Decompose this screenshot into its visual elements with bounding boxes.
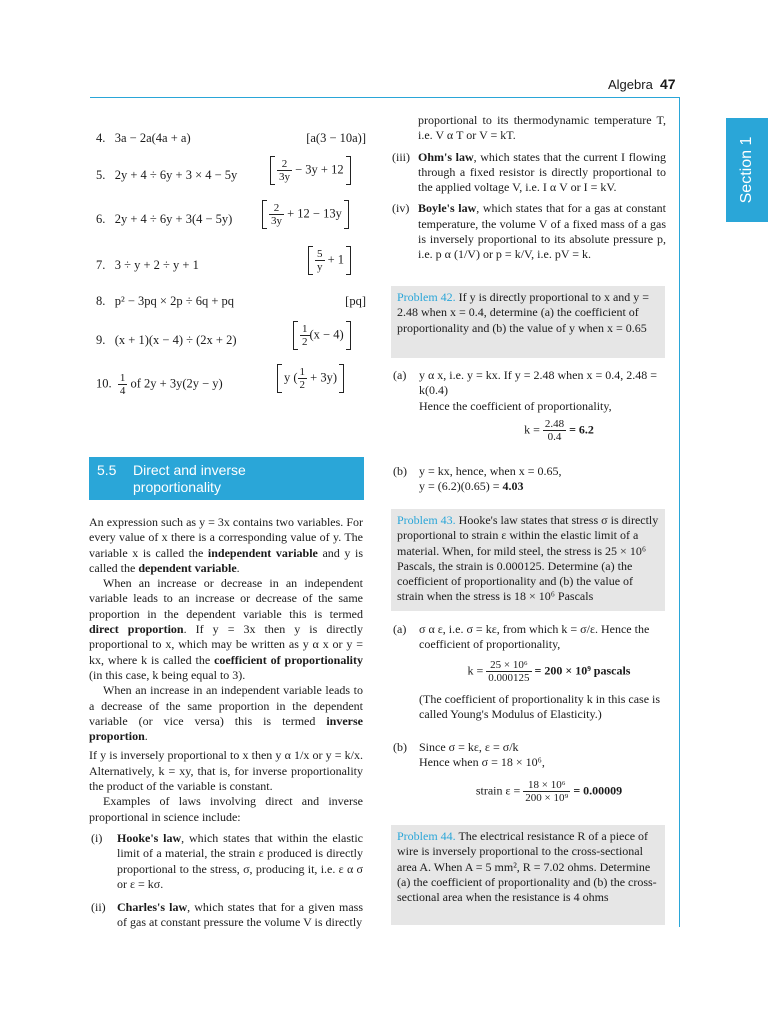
answer-rest: + 1 [327, 252, 345, 267]
problem-42 [391, 286, 665, 358]
expr-denominator: 4 [119, 385, 126, 398]
section-number: 5.5 [97, 462, 117, 478]
problem-label: Problem 42. [397, 290, 456, 304]
equation-k: k = $\frac{2.48}{0.4}$ = 6.2 [524, 417, 594, 443]
exercise-8 [96, 294, 366, 309]
exercise-expression: 3a − 2a(4a + a) [114, 131, 191, 145]
problem-label: Problem 44. [397, 829, 456, 843]
answer-numerator: 2 [269, 202, 284, 215]
answer-denominator: 3y [279, 171, 290, 184]
exercise-9-answer [293, 321, 351, 350]
right-column-laws [390, 113, 666, 263]
section-title [133, 462, 246, 496]
equation-strain: strain ε = $\frac{\text{18 × 10⁶}}{\text{200 × 10⁹}}$ = 0.00009 [475, 778, 623, 804]
problem-text: The electrical resistance R of a piece of wire is inversely proportional to the cross-sectional area A. When A = 5 mm², R = 7.02 ohms. Determine (a) the coefficient of proportionality and (b) the cross-sectional area when the resistance is 4 ohms [397, 829, 657, 905]
section-title-line1: Direct and inverse [133, 462, 246, 478]
exercise-expression: p² − 3pq × 2p ÷ 6q + pq [114, 294, 235, 308]
answer-rest: + 12 − 13y [287, 206, 342, 221]
section-heading [89, 457, 364, 500]
answer-denominator: 2 [302, 336, 308, 349]
problem-43-solution-a: (a) σ α ε, i.e. σ = kε, from which k = σ/ε. Hence the coefficient of proportionality, k = $\frac{\text{25 × 10⁶}}{0.000125}$ = 200 × 10⁹ pascals (The coefficient of proportionality k in this case is called Young's Modulus of Elasticity.) [391, 622, 667, 722]
equation-k-youngs: k = $\frac{\text{25 × 10⁶}}{0.000125}$ = 200 × 10⁹ pascals [467, 658, 631, 684]
answer-rest: − 3y + 12 [295, 162, 344, 177]
problem-42-solution-b: (b) y = kx, hence, when x = 0.65, y = (6.2)(0.65) = 4.03 [393, 464, 562, 494]
exercise-number: 8. [96, 294, 106, 308]
header-rule [90, 97, 680, 98]
exercise-number: 10. [96, 376, 112, 391]
law-boyle: (iv) Boyle's law, which states that for a gas at constant temperature, the volume V of a fixed mass of a gas is inversely proportional to its absolute pressure p, i.e. p α (1/V) or p = k/V, i.e. pV = k. [392, 201, 666, 262]
paragraph-inverse: When an increase in an independent variable leads to a decrease of the same proportion in the dependent variable (or vice versa) this is termed inverse proportion. [89, 683, 363, 744]
column-rule [679, 97, 680, 927]
answer-numerator: 1 [299, 366, 306, 378]
running-header-title: Algebra [608, 77, 653, 92]
exercise-5 [96, 168, 237, 183]
section-tab-label: Section 1 [738, 136, 755, 204]
exercise-expression: (x + 1)(x − 4) ÷ (2x + 2) [114, 333, 237, 347]
problem-43 [391, 509, 665, 611]
exercise-4 [96, 131, 366, 146]
exercise-number: 9. [96, 333, 106, 347]
section-title-line2: proportionality [133, 479, 221, 495]
exercise-6-answer [262, 200, 349, 229]
exercise-expression: 3 ÷ y + 2 ÷ y + 1 [114, 258, 199, 272]
problem-44 [391, 825, 665, 925]
problem-text: Hooke's law states that stress σ is directly proportional to strain ε within the elastic limit of a material. When, for mild steel, the stress is 25 × 10⁶ Pascals, the strain is 0.000125. Determine (a) the coefficient of proportionality and (b) the value of strain when the stress is 18 × 10⁶ Pascals [397, 513, 659, 604]
exercise-10-answer: y ( $\frac{1}{2}$ + 3y) [277, 364, 344, 393]
exercise-expression: of 2y + 3y(2y − y) [130, 376, 223, 391]
section-tab [726, 118, 768, 222]
paragraph-examples: Examples of laws involving direct and inverse proportional in science include: [89, 794, 363, 824]
law-charles-cont: proportional to its thermodynamic temperature T, i.e. V α T or V = kT. [418, 113, 666, 143]
answer-numerator: 1 [302, 323, 308, 335]
paragraph-intro: An expression such as y = 3x contains two variables. For every value of x there is a corresponding value of y. The variable x is called the independent variable and y is called the dependent variable. [89, 515, 363, 575]
answer-prefix: y [284, 370, 291, 385]
answer-numerator: 2 [277, 158, 292, 171]
expr-numerator: 1 [119, 372, 126, 384]
answer-numerator: 5 [317, 248, 323, 260]
exercise-answer: [pq] [345, 294, 366, 308]
exercise-answer: [a(3 − 10a)] [306, 131, 366, 145]
exercise-number: 6. [96, 212, 106, 226]
answer-rest: + 3y [310, 370, 333, 385]
exercise-number: 5. [96, 168, 106, 182]
left-column-text [89, 515, 363, 931]
exercise-number: 7. [96, 258, 106, 272]
exercise-6 [96, 212, 232, 227]
paragraph-inverse-formula: If y is inversely proportional to x then y α 1/x or y = k/x. Alternatively, k = xy, that is, for inverse proportionality the product of the variable is constant. [89, 748, 363, 794]
page-number: 47 [660, 76, 676, 92]
law-hooke: (i) Hooke's law, which states that within the elastic limit of a material, the strain ε produced is directly proportional to the stress, σ, producing it, i.e. ε α σ or ε = kσ. [91, 830, 363, 891]
problem-43-solution-b: (b) Since σ = kε, ε = σ/k Hence when σ = 18 × 10⁶, strain ε = $\frac{\text{18 × 10⁶}}{\text{200 × 10⁹}}$ = 0.00009 [391, 740, 667, 804]
problem-text: If y is directly proportional to x and y = 2.48 when x = 0.4, determine (a) the coefficient of proportionality and (b) the value of y when x = 0.65 [397, 290, 650, 335]
exercise-10 [96, 372, 223, 397]
exercise-expression: 2y + 4 ÷ 6y + 3(4 − 5y) [114, 212, 233, 226]
exercise-number: 4. [96, 131, 106, 145]
exercise-7-answer [308, 246, 351, 275]
answer-denominator: 3y [271, 215, 282, 228]
paragraph-direct: When an increase or decrease in an independent variable leads to an increase or decrease of the same proportion in the dependent variable this is termed direct proportion. If y = 3x then y is directly proportional to x, which may be written as y α x or y = kx, where k is called the coefficient of proportionality (in this case, k being equal to 3). [89, 576, 363, 682]
answer-rest: (x − 4) [309, 327, 344, 342]
answer-denominator: y [317, 261, 323, 274]
law-charles: (ii) Charles's law, which states that for a given mass of gas at constant pressure the volume V is directly [91, 900, 364, 930]
answer-denominator: 2 [299, 379, 306, 392]
exercise-expression: 2y + 4 ÷ 6y + 3 × 4 − 5y [114, 168, 238, 182]
exercise-9 [96, 333, 237, 348]
problem-42-solution-a: (a) y α x, i.e. y = kx. If y = 2.48 when x = 0.4, 2.48 = k(0.4) Hence the coefficient of proportionality, k = $\frac{2.48}{0.4}$ = 6.2 [391, 368, 667, 443]
law-ohm: (iii) Ohm's law, which states that the current I flowing through a fixed resistor is directly proportional to the applied voltage V, i.e. I α V or I = kV. [392, 149, 666, 195]
exercise-5-answer [270, 156, 351, 185]
problem-label: Problem 43. [397, 513, 456, 527]
exercise-7 [96, 258, 199, 273]
